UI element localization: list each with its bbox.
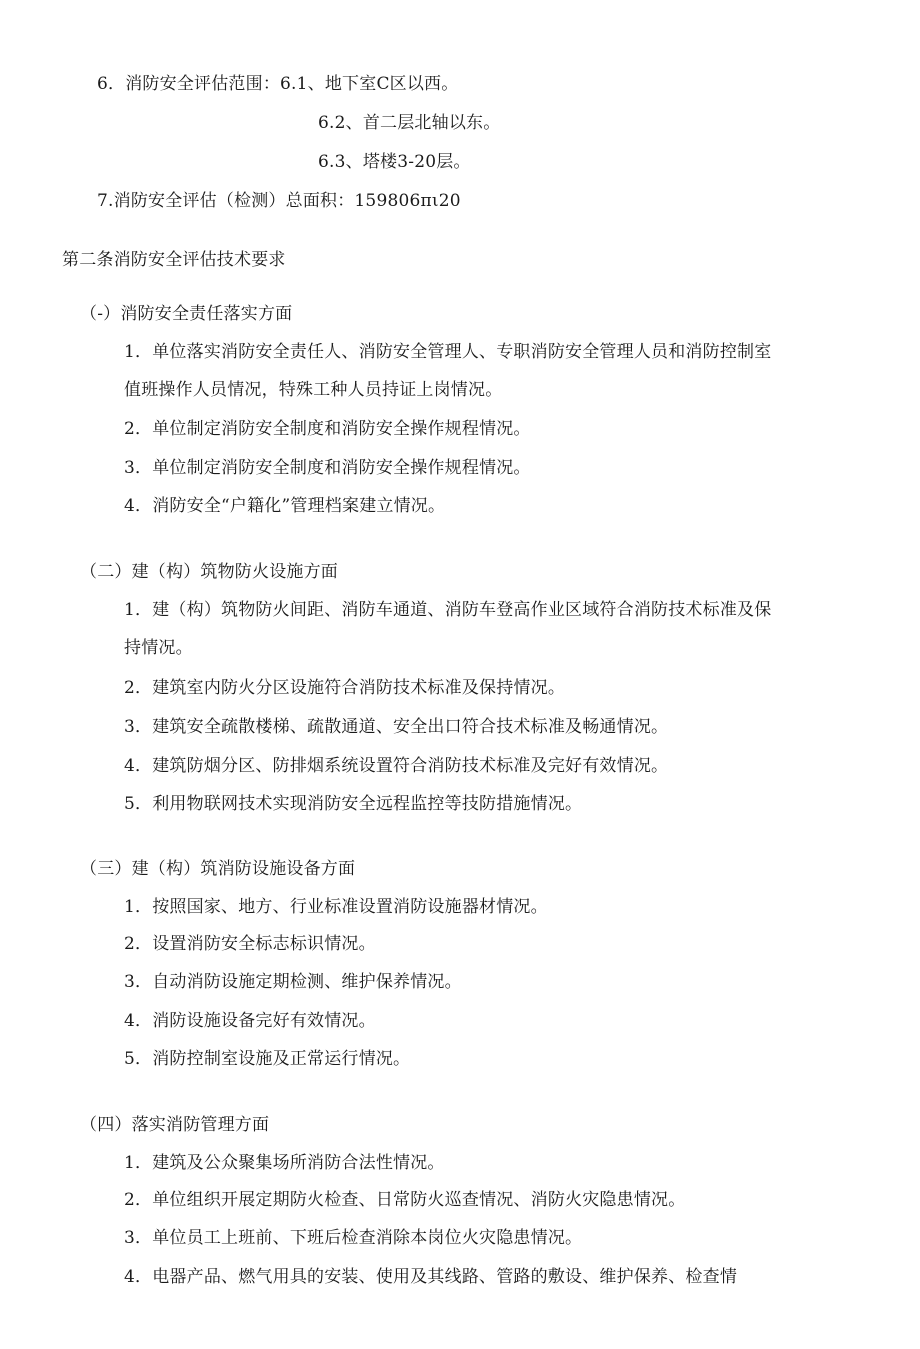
section-3-heading: （三）建（构）筑消防设施设备方面 (80, 859, 356, 879)
section-2-heading: （二）建（构）筑物防火设施方面 (80, 562, 338, 582)
section-2-item: 3．建筑安全疏散楼梯、疏散通道、安全出口符合技术标准及畅通情况。 (124, 717, 669, 737)
section-3-item: 5．消防控制室设施及正常运行情况。 (124, 1049, 411, 1069)
section-4-item: 1．建筑及公众聚集场所消防合法性情况。 (124, 1153, 445, 1173)
section-1-item: 值班操作人员情况，特殊工种人员持证上岗情况。 (124, 380, 503, 400)
section-4-item: 3．单位员工上班前、下班后检查消除本岗位火灾隐患情况。 (124, 1228, 583, 1248)
section-1-item: 3．单位制定消防安全制度和消防安全操作规程情况。 (124, 458, 531, 478)
section-1-item: 4．消防安全“户籍化”管理档案建立情况。 (124, 496, 446, 516)
total-area-line: 7.消防安全评估（检测）总面积：159806πι20 (97, 191, 461, 211)
section-2-item: 4．建筑防烟分区、防排烟系统设置符合消防技术标准及完好有效情况。 (124, 756, 669, 776)
section-3-item: 1．按照国家、地方、行业标准设置消防设施器材情况。 (124, 897, 548, 917)
section-3-item: 2．设置消防安全标志标识情况。 (124, 934, 376, 954)
article-2-heading: 第二条消防安全评估技术要求 (62, 250, 286, 270)
section-4-heading: （四）落实消防管理方面 (80, 1115, 270, 1135)
section-1-item: 2．单位制定消防安全制度和消防安全操作规程情况。 (124, 419, 531, 439)
scope-line-1: 6．消防安全评估范围：6.1、地下室C区以西。 (97, 74, 459, 94)
section-2-item: 5．利用物联网技术实现消防安全远程监控等技防措施情况。 (124, 794, 583, 814)
section-4-item: 4．电器产品、燃气用具的安装、使用及其线路、管路的敷设、维护保养、检查情 (124, 1267, 738, 1287)
section-2-item: 持情况。 (124, 638, 193, 658)
scope-line-3: 6.3、塔楼3-20层。 (318, 152, 471, 172)
section-1-heading: （-）消防安全责任落实方面 (80, 304, 293, 324)
section-4-item: 2．单位组织开展定期防火检查、日常防火巡查情况、消防火灾隐患情况。 (124, 1190, 686, 1210)
section-3-item: 4．消防设施设备完好有效情况。 (124, 1011, 376, 1031)
section-1-item: 1．单位落实消防安全责任人、消防安全管理人、专职消防安全管理人员和消防控制室 (124, 342, 772, 362)
scope-line-2: 6.2、首二层北轴以东。 (318, 113, 501, 133)
section-3-item: 3．自动消防设施定期检测、维护保养情况。 (124, 972, 462, 992)
section-2-item: 1．建（构）筑物防火间距、消防车通道、消防车登高作业区域符合消防技术标准及保 (124, 600, 772, 620)
section-2-item: 2．建筑室内防火分区设施符合消防技术标准及保持情况。 (124, 678, 566, 698)
